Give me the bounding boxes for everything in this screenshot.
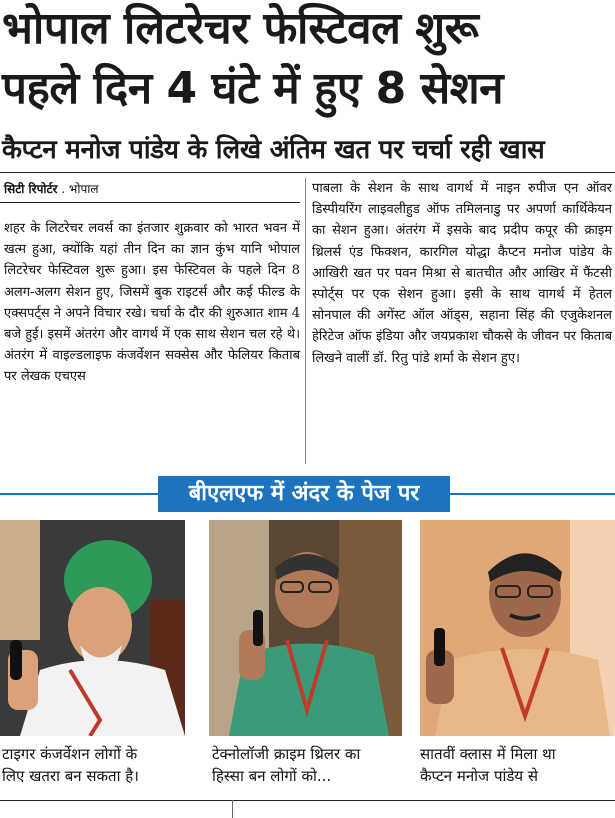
rule-under-sub (0, 172, 615, 173)
column-divider (305, 178, 306, 464)
byline-reporter: सिटी रिपोर्टर (4, 182, 58, 196)
caption-photo-2: टेक्नोलॉजी क्राइम थ्रिलर का हिस्सा बन लोगों को... (212, 745, 361, 785)
byline (4, 180, 99, 198)
byline-location: . भोपाल (61, 182, 99, 196)
article-column-1: शहर के लिटरेचर लवर्स का इंतजार शुक्रवार को भारत भवन में खत्म हुआ, क्योंकि यहां तीन दिन का ज्ञान कुंभ यानि भोपाल लिटरेचर फेस्टिवल शुरू हुआ। इस फेस्टिवल के पहले दिन 8 अलग-अलग सेशन हुए, जिसमें बुक राइटर्स और कई फील्ड के एक्सपर्ट्स ने अपने विचार रखे। चर्चा के दौर की शुरुआत शाम 4 बजे हुई। इसमें अंतरंग और वागर्थ में एक साथ सेशन चल रहे थे। अंतरंग में वाइल्डलाइफ कंजर्वेशन सक्सेस और फेलियर किताब पर लेखक एचएस (4, 221, 300, 385)
headline-line-2: पहले दिन 4 घंटे में हुए 8 सेशन (2, 63, 504, 114)
photo-speaker-glasses (209, 520, 402, 736)
caption-photo-1: टाइगर कंजर्वेशन लोगों के लिए खतरा बन सकता है। (2, 745, 139, 785)
caption-divider-1 (232, 800, 233, 818)
inside-pages-banner: बीएलएफ में अंदर के पेज पर (158, 476, 450, 512)
article-column-2: पाबला के सेशन के साथ वागर्थ में नाइन रुपीज एन ऑवर डिस्पीयरिंग लाइवलीहुड ऑफ तमिलनाडु पर अपर्णा कार्थिकेयन का सेशन हुआ। अंतरंग में इसके बाद प्रदीप कपूर की क्राइम थ्रिलर्स एंड फिक्शन, कारगिल योद्धा कैप्टन मनोज पांडेय के आखिरी खत पर पवन मिश्रा से बातचीत और आखिर में फैंटसी स्पोर्ट्स पर एक सेशन हुआ। इसी के साथ वागर्थ में हेतल सोनपाल की अगेंस्ट ऑल ऑड्स, सहाना सिंह की एजुकेशनल हेरिटेज ऑफ इंडिया और जयप्रकाश चौकसे के जीवन पर किताब लिखने वालीं डॉ. रितु पांडे शर्मा के सेशन हुए। (312, 181, 612, 366)
photo-speaker-mic (420, 520, 615, 736)
caption-photo-3: सातवीं क्लास में मिला था कैप्टन मनोज पांडेय से (420, 745, 556, 785)
rule-under-byline (0, 202, 300, 203)
headline-line-1: भोपाल लिटरेचर फेस्टिवल शुरू (2, 3, 479, 54)
rule-bottom (0, 800, 615, 801)
photo-speaker-turban (0, 520, 185, 736)
subheadline: कैप्टन मनोज पांडेय के लिखे अंतिम खत पर चर्चा रही खास (2, 135, 545, 165)
